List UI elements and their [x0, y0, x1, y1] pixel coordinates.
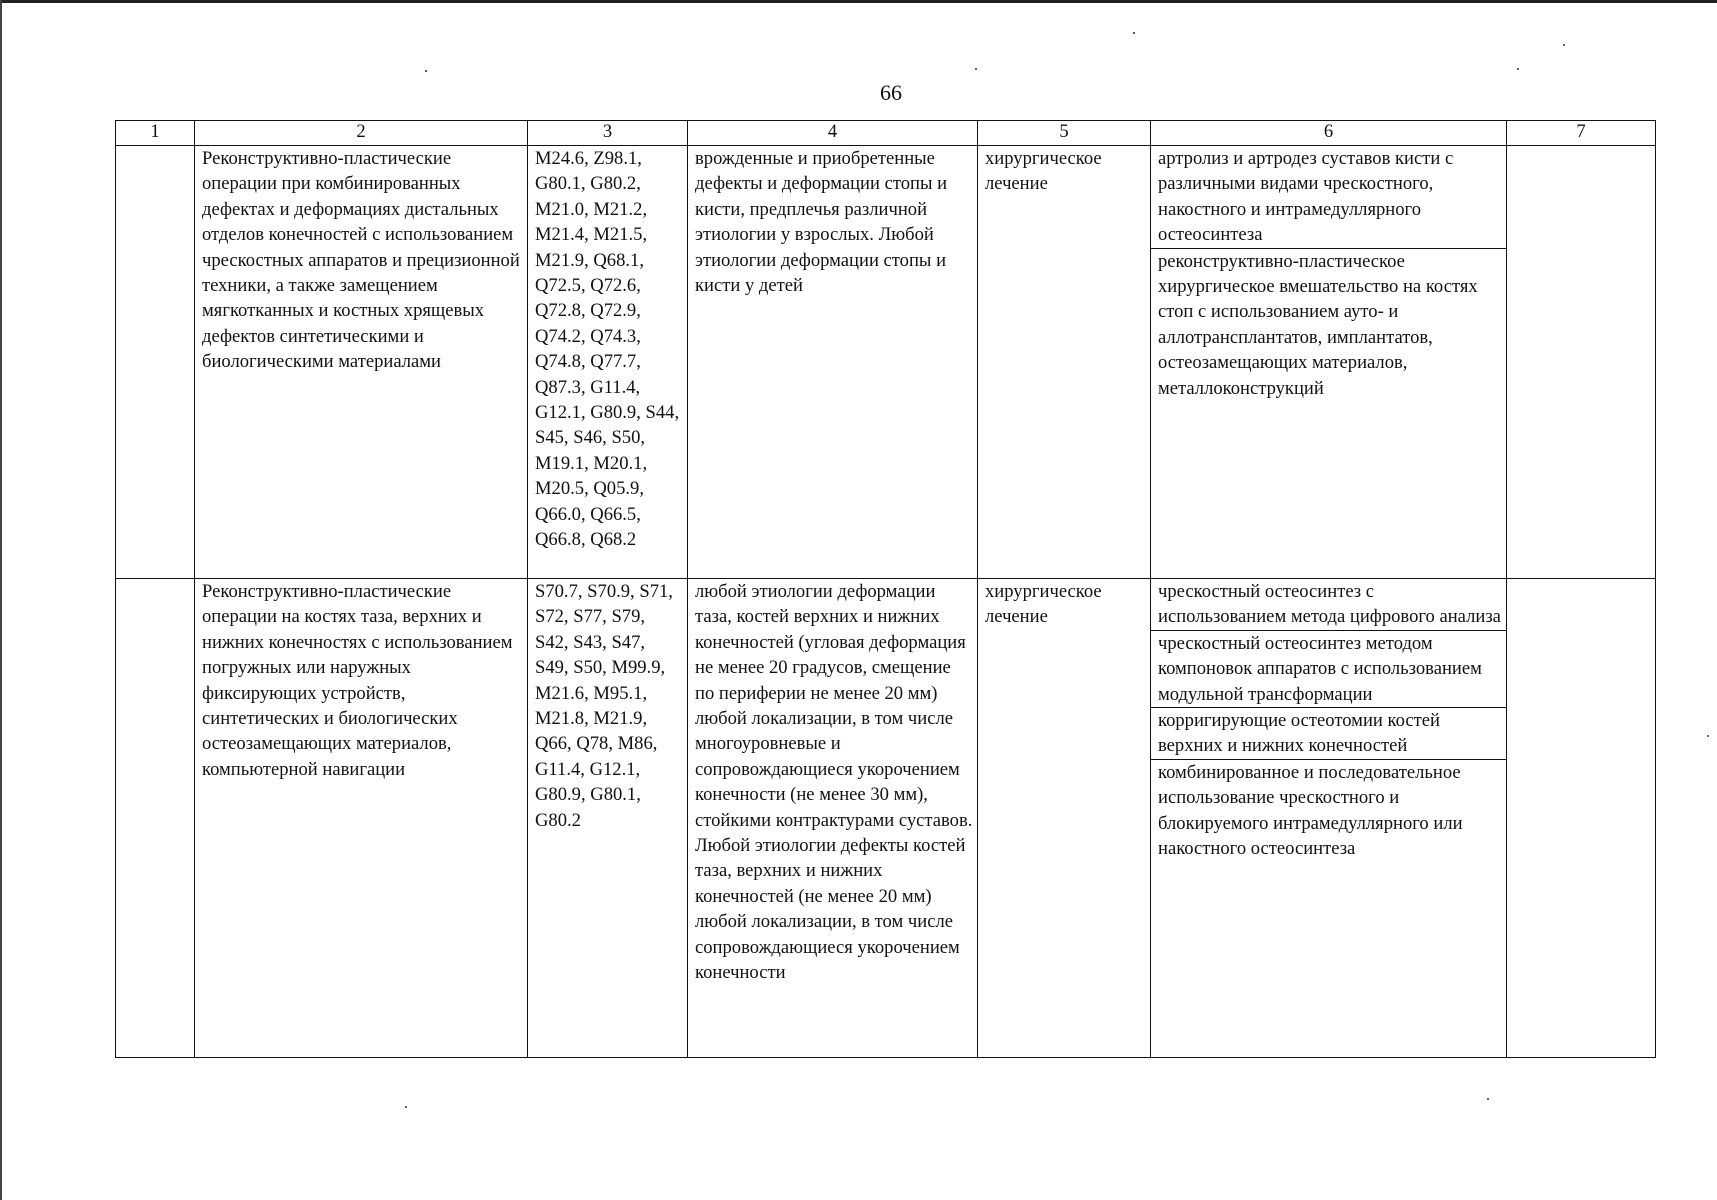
treatment-method: чрескостный остеосинтез методом компоновок аппаратов с использованием модульной трансформации — [1151, 631, 1506, 708]
patient-model-cell: любой этиологии деформации таза, костей верхних и нижних конечностей (угловая деформация не менее 20 градусов, смещение по периферии не менее 20 мм) любой локализации, в том числе многоуровневые и сопровождающиеся укорочением конечности (не менее 30 мм), стойкими контрактурами суставов. Любой этиологии дефекты костей таза, верхних и нижних конечностей (не менее 20 мм) любой локализации, в том числе сопровождающиеся укорочением конечности — [688, 579, 978, 1058]
scan-speck — [1487, 1098, 1489, 1100]
medical-procedures-table — [115, 120, 1656, 1058]
header-row — [116, 121, 1656, 146]
header-cell: 1 — [116, 121, 195, 146]
cost-cell — [1507, 579, 1656, 1058]
procedure-name-cell: Реконструктивно-пластические операции на костях таза, верхних и нижних конечностях с использованием погружных или наружных фиксирующих устройств, синтетических и биологических остеозамещающих материалов, компьютерной навигации — [195, 579, 528, 1058]
procedure-name-cell: Реконструктивно-пластические операции при комбинированных дефектах и деформациях дистальных отделов конечностей с использованием чрескостных аппаратов и прецизионной техники, а также замещением мягкотканных и костных хрящевых дефектов синтетическими и биологическими материалами — [195, 146, 528, 579]
header-cell: 7 — [1507, 121, 1656, 146]
scan-speck — [1133, 32, 1135, 34]
scan-speck — [405, 1106, 407, 1108]
treatment-methods-cell — [1151, 579, 1507, 1058]
treatment-method: корригирующие остеотомии костей верхних и нижних конечностей — [1151, 708, 1506, 760]
page-number: 66 — [880, 80, 902, 105]
table-row — [116, 579, 1656, 1058]
header-cell: 6 — [1151, 121, 1507, 146]
scan-speck — [1563, 44, 1565, 46]
icd-codes-cell: M24.6, Z98.1, G80.1, G80.2, M21.0, M21.2, M21.4, M21.5, M21.9, Q68.1, Q72.5, Q72.6, Q72.8, Q72.9, Q74.2, Q74.3, Q74.8, Q77.7, Q87.3, G11.4, G12.1, G80.9, S44, S45, S46, S50, M19.1, M20.1, M20.5, Q05.9, Q66.0, Q66.5, Q66.8, Q68.2 — [528, 146, 688, 579]
treatment-methods-cell — [1151, 146, 1507, 579]
scan-speck — [1707, 735, 1709, 737]
treatment-method: чрескостный остеосинтез с использованием метода цифрового анализа — [1151, 579, 1506, 631]
table-row — [116, 146, 1656, 579]
scan-speck — [975, 68, 977, 70]
treatment-type-cell: хирургическое лечение — [978, 146, 1151, 579]
row-number-cell — [116, 579, 195, 1058]
scan-speck — [425, 70, 427, 72]
header-cell: 2 — [195, 121, 528, 146]
header-cell: 4 — [688, 121, 978, 146]
patient-model-cell: врожденные и приобретенные дефекты и деформации стопы и кисти, предплечья различной этиологии у взрослых. Любой этиологии деформации стопы и кисти у детей — [688, 146, 978, 579]
treatment-method: реконструктивно-пластическое хирургическое вмешательство на костях стоп с использованием ауто- и аллотрансплантатов, имплантатов, остеозамещающих материалов, металлоконструкций — [1158, 250, 1478, 399]
treatment-method: артролиз и артродез суставов кисти с различными видами чрескостного, накостного и интрамедуллярного остеосинтеза — [1151, 146, 1506, 249]
header-cell: 3 — [528, 121, 688, 146]
header-cell: 5 — [978, 121, 1151, 146]
row-number-cell — [116, 146, 195, 579]
cost-cell — [1507, 146, 1656, 579]
scan-speck — [1517, 68, 1519, 70]
treatment-method: комбинированное и последовательное использование чрескостного и блокируемого интрамедуллярного или накостного остеосинтеза — [1158, 761, 1463, 860]
scan-edge-top — [0, 0, 1717, 3]
icd-codes-cell: S70.7, S70.9, S71, S72, S77, S79, S42, S43, S47, S49, S50, M99.9, M21.6, M95.1, M21.8, M21.9, Q66, Q78, M86, G11.4, G12.1, G80.9, G80.1, G80.2 — [528, 579, 688, 1058]
treatment-type-cell: хирургическое лечение — [978, 579, 1151, 1058]
scan-edge-left — [0, 0, 2, 1200]
